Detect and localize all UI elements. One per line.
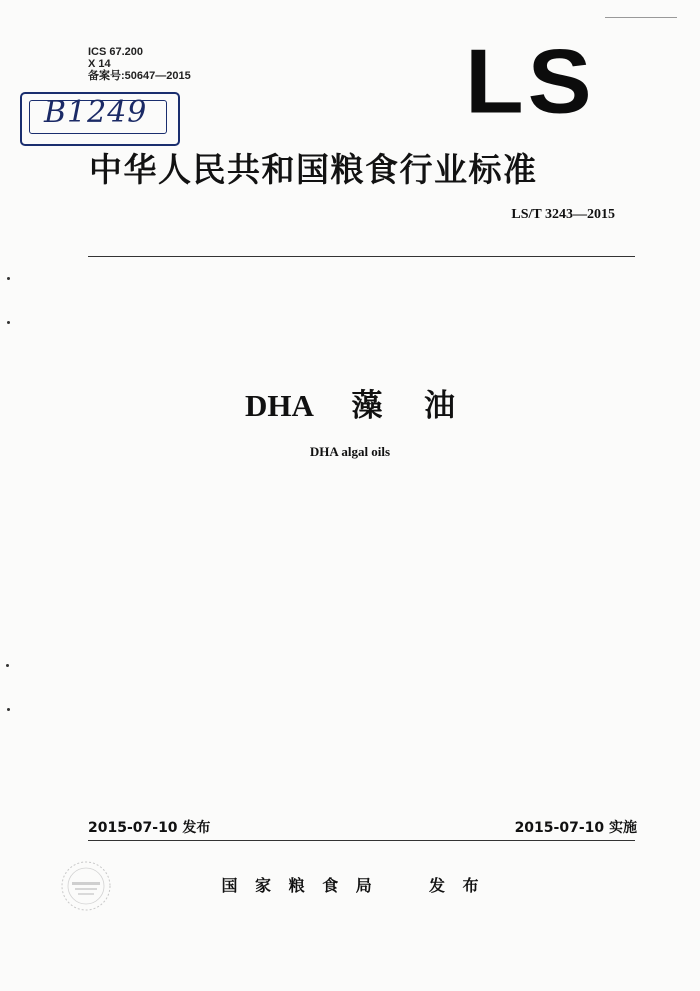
issuing-authority bbox=[0, 873, 700, 896]
organization-title: 中华人民共和国粮食行业标准 bbox=[89, 150, 538, 189]
title-chinese-1: 藻 bbox=[351, 388, 383, 423]
classification-code: X 14 bbox=[88, 58, 111, 70]
handwritten-catalog-number: B1249 bbox=[44, 95, 148, 130]
scan-speck bbox=[7, 708, 10, 711]
issue-date: 2015-07-10 发布 bbox=[88, 820, 211, 836]
document-subtitle: DHA algal oils bbox=[309, 444, 391, 459]
header-divider bbox=[88, 256, 635, 257]
ls-brand-code: LS bbox=[465, 30, 596, 133]
title-chinese-2: 油 bbox=[423, 388, 455, 423]
filing-number: 备案号:50647—2015 bbox=[88, 70, 191, 82]
footer-divider bbox=[88, 840, 635, 841]
issuer-action: 发 布 bbox=[428, 876, 479, 895]
scan-speck bbox=[7, 321, 10, 324]
title-latin: DHA bbox=[245, 388, 314, 423]
library-stamp bbox=[20, 92, 180, 146]
top-edge-line bbox=[605, 17, 677, 18]
ics-code: ICS 67.200 bbox=[88, 46, 144, 58]
library-stamp-inner-border bbox=[29, 95, 167, 134]
document-title bbox=[0, 380, 700, 425]
scan-speck bbox=[7, 277, 10, 280]
issuer-name: 国 家 粮 食 局 bbox=[221, 876, 372, 895]
scan-speck bbox=[6, 664, 9, 667]
standard-number: LS/T 3243—2015 bbox=[511, 207, 615, 222]
implementation-date: 2015-07-10 实施 bbox=[514, 820, 637, 836]
